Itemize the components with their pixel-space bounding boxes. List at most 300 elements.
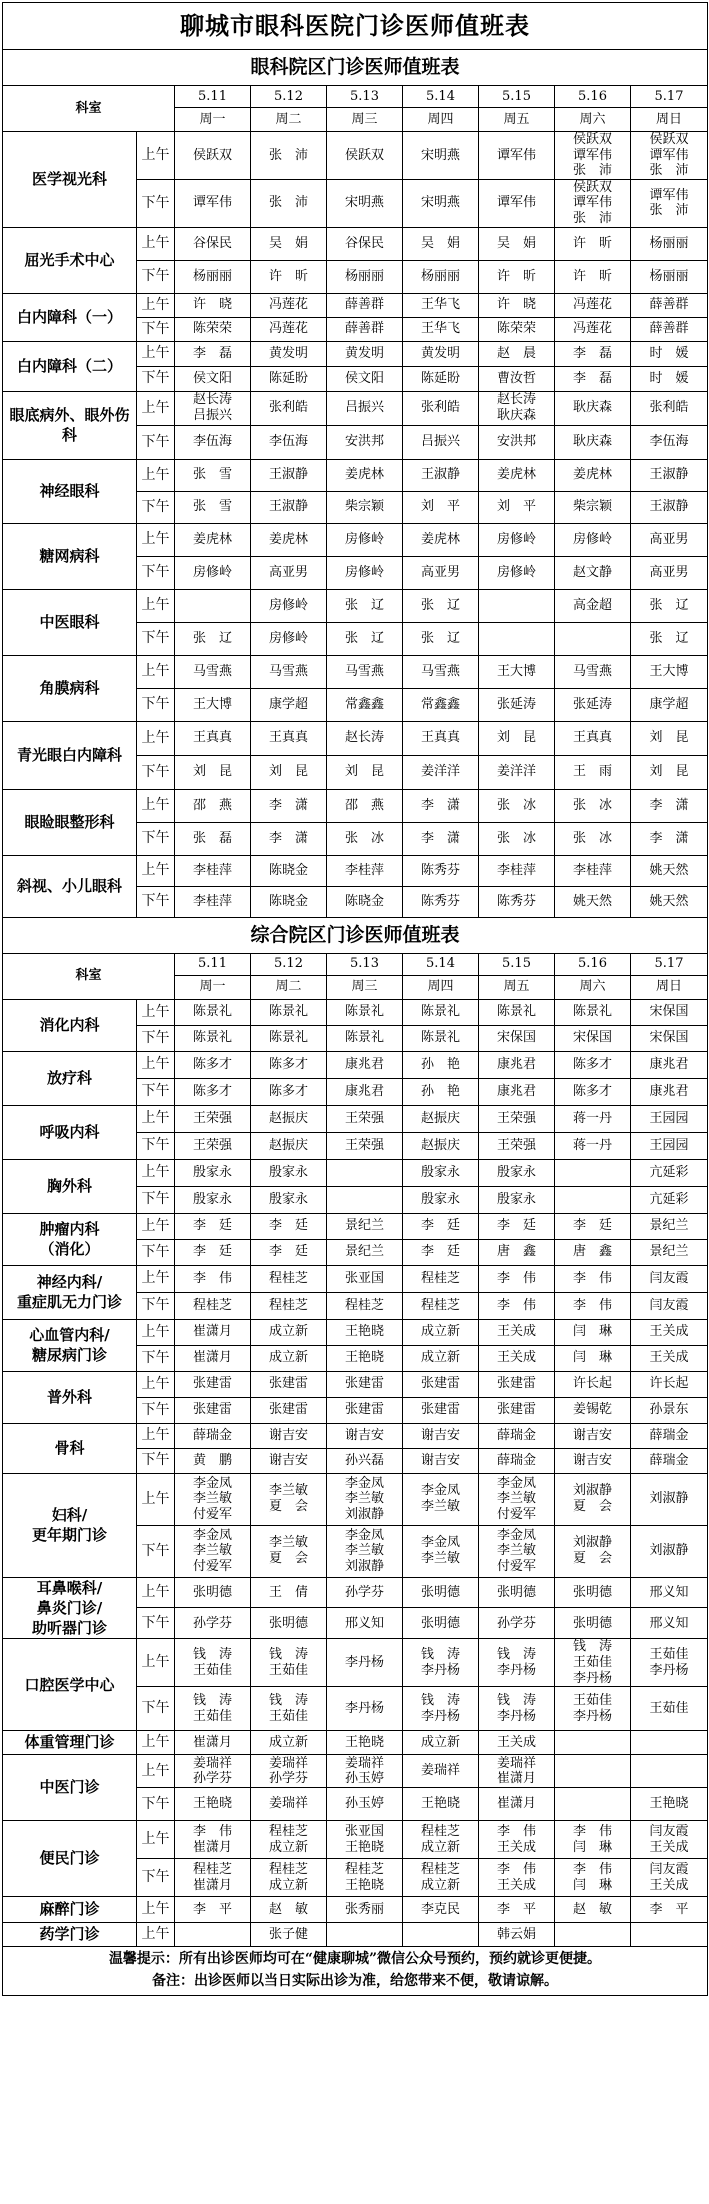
doctor-cell: 钱 涛 王茹佳 [175,1687,251,1731]
doctor-cell: 姜虎林 [479,459,555,491]
doctor-cell: 李桂萍 [175,855,251,886]
doctor-cell: 张 冰 [479,822,555,855]
doctor-cell: 钱 涛 李丹杨 [403,1639,479,1687]
doctor-cell: 陈荣荣 [175,317,251,341]
doctor-cell: 李桂萍 [555,855,631,886]
time-slot: 上午 [137,391,175,425]
doctor-cell: 刘淑静 [631,1473,708,1525]
department-name: 斜视、小儿眼科 [3,855,137,917]
table-row [3,293,708,317]
doctor-cell: 侯跃双 谭军伟 张 沛 [555,179,631,227]
doctor-cell: 康兆君 [327,1078,403,1105]
doctor-cell: 冯莲花 [555,293,631,317]
weekday-header: 周五 [479,108,555,132]
doctor-cell: 谢吉安 [251,1423,327,1448]
doctor-cell: 张 雪 [175,491,251,523]
section-title: 综合院区门诊医师值班表 [3,917,708,953]
doctor-cell: 薛善群 [631,293,708,317]
doctor-cell: 亢延彩 [631,1186,708,1213]
doctor-cell: 姚天然 [631,886,708,917]
doctor-cell: 房修岭 [327,556,403,589]
doctor-cell: 王淑静 [631,459,708,491]
doctor-cell: 李 磊 [555,341,631,366]
time-slot: 下午 [137,688,175,721]
date-header: 5.17 [631,953,708,975]
time-slot: 下午 [137,1397,175,1423]
doctor-cell: 张 辽 [327,622,403,655]
doctor-cell: 耿庆森 [555,391,631,425]
doctor-cell: 李兰敏 夏 会 [251,1525,327,1577]
table-row [3,459,708,491]
doctor-cell: 李桂萍 [479,855,555,886]
weekday-header: 周一 [175,975,251,999]
time-slot: 下午 [137,1525,175,1577]
time-slot: 上午 [137,589,175,622]
doctor-cell: 李 廷 [251,1213,327,1239]
doctor-cell: 王真真 [555,721,631,755]
table-row [3,1755,708,1788]
doctor-cell: 许 昕 [251,260,327,293]
doctor-cell: 蒋一丹 [555,1132,631,1159]
doctor-cell: 王 雨 [555,755,631,789]
doctor-cell: 李 平 [479,1897,555,1923]
doctor-cell: 康兆君 [631,1051,708,1078]
doctor-cell: 李金凤 李兰敏 [403,1525,479,1577]
doctor-cell: 张 辽 [403,622,479,655]
doctor-cell: 张明德 [175,1577,251,1608]
doctor-cell: 许 昕 [555,227,631,260]
time-slot: 下午 [137,755,175,789]
doctor-cell: 崔潇月 [175,1345,251,1371]
table-row [3,1897,708,1923]
doctor-cell: 闫 琳 [555,1345,631,1371]
doctor-cell: 姜瑞祥 [403,1755,479,1788]
table-row [3,1371,708,1397]
doctor-cell: 谢吉安 [555,1423,631,1448]
doctor-cell: 杨丽丽 [631,260,708,293]
date-header: 5.11 [175,86,251,108]
time-slot: 上午 [137,1423,175,1448]
department-name: 放疗科 [3,1051,137,1105]
doctor-cell: 陈景礼 [175,1025,251,1051]
doctor-cell: 王淑静 [251,459,327,491]
doctor-cell: 景纪兰 [327,1239,403,1265]
doctor-cell: 邵 燕 [327,789,403,822]
weekday-header: 周四 [403,975,479,999]
doctor-cell: 许 晓 [479,293,555,317]
doctor-cell: 王真真 [403,721,479,755]
doctor-cell: 刘 昆 [175,755,251,789]
table-row [3,1319,708,1345]
doctor-cell: 王 倩 [251,1577,327,1608]
doctor-cell: 崔潇月 [175,1319,251,1345]
time-slot: 下午 [137,179,175,227]
doctor-cell: 李金凤 李兰敏 付爱军 [479,1473,555,1525]
department-name: 青光眼白内障科 [3,721,137,789]
doctor-cell: 王关成 [631,1319,708,1345]
doctor-cell: 刘 昆 [631,755,708,789]
doctor-cell: 姜洋洋 [479,755,555,789]
doctor-cell: 刘 昆 [327,755,403,789]
doctor-cell: 王艳晓 [327,1731,403,1755]
doctor-cell: 谭军伟 [479,132,555,180]
weekday-header: 周六 [555,108,631,132]
table-row [3,1923,708,1947]
doctor-cell: 王艳晓 [631,1788,708,1821]
time-slot: 上午 [137,1159,175,1186]
doctor-cell: 高亚男 [631,523,708,556]
doctor-cell: 高亚男 [403,556,479,589]
doctor-cell: 安洪邦 [479,425,555,459]
doctor-cell: 马雪燕 [327,655,403,688]
time-slot: 上午 [137,1639,175,1687]
doctor-cell: 赵振庆 [251,1132,327,1159]
doctor-cell [479,589,555,622]
doctor-cell: 杨丽丽 [327,260,403,293]
doctor-cell: 王大博 [479,655,555,688]
doctor-cell: 曹汝哲 [479,366,555,391]
doctor-cell: 王艳晓 [403,1788,479,1821]
doctor-cell: 程桂芝 成立新 [403,1859,479,1897]
doctor-cell: 谷保民 [327,227,403,260]
doctor-cell: 房修岭 [251,589,327,622]
doctor-cell: 张利皓 [631,391,708,425]
doctor-cell: 宋明燕 [403,132,479,180]
doctor-cell: 姜洋洋 [403,755,479,789]
doctor-cell: 康学超 [631,688,708,721]
doctor-cell: 陈景礼 [327,1025,403,1051]
time-slot: 下午 [137,1239,175,1265]
doctor-cell: 王关成 [631,1345,708,1371]
time-slot: 下午 [137,1687,175,1731]
doctor-cell: 钱 涛 李丹杨 [403,1687,479,1731]
doctor-cell: 陈景礼 [251,999,327,1025]
doctor-cell: 陈多才 [175,1078,251,1105]
date-header: 5.13 [327,953,403,975]
doctor-cell: 蒋一丹 [555,1105,631,1132]
doctor-cell: 唐 鑫 [479,1239,555,1265]
doctor-cell: 姜瑞祥 崔潇月 [479,1755,555,1788]
doctor-cell: 王关成 [479,1731,555,1755]
doctor-cell: 李 廷 [175,1239,251,1265]
doctor-cell: 孙兴磊 [327,1448,403,1473]
doctor-cell: 黄发明 [403,341,479,366]
doctor-cell: 成立新 [403,1731,479,1755]
doctor-cell: 赵长涛 耿庆森 [479,391,555,425]
doctor-cell: 李克民 [403,1897,479,1923]
doctor-cell [631,1923,708,1947]
weekday-header: 周一 [175,108,251,132]
section-title: 眼科院区门诊医师值班表 [3,50,708,86]
doctor-cell: 王荣强 [479,1105,555,1132]
doctor-cell: 姜瑞祥 孙学芬 [175,1755,251,1788]
doctor-cell: 张 辽 [327,589,403,622]
doctor-cell: 张明德 [403,1608,479,1639]
doctor-cell: 李 潇 [251,789,327,822]
table-row [3,1473,708,1525]
doctor-cell: 闫友霞 [631,1265,708,1292]
doctor-cell: 崔潇月 [479,1788,555,1821]
doctor-cell: 吴 娟 [251,227,327,260]
time-slot: 下午 [137,556,175,589]
doctor-cell: 陈晓金 [251,855,327,886]
doctor-cell: 程桂芝 [251,1265,327,1292]
doctor-cell: 常鑫鑫 [403,688,479,721]
doctor-cell: 张 沛 [251,179,327,227]
doctor-cell: 谭军伟 [479,179,555,227]
doctor-cell: 许 昕 [479,260,555,293]
doctor-cell: 黄发明 [251,341,327,366]
doctor-cell: 陈景礼 [175,999,251,1025]
time-slot: 上午 [137,1105,175,1132]
dept-column-header: 科室 [3,86,175,132]
doctor-cell: 李 廷 [555,1213,631,1239]
doctor-cell: 许 昕 [555,260,631,293]
doctor-cell: 李 潇 [251,822,327,855]
doctor-cell: 薛善群 [631,317,708,341]
department-name: 麻醉门诊 [3,1897,137,1923]
doctor-cell: 孙学芬 [479,1608,555,1639]
doctor-cell: 王真真 [251,721,327,755]
table-row [3,132,708,180]
doctor-cell: 马雪燕 [403,655,479,688]
time-slot: 上午 [137,132,175,180]
doctor-cell: 陈荣荣 [479,317,555,341]
doctor-cell: 刘淑静 [631,1525,708,1577]
doctor-cell: 吴 娟 [479,227,555,260]
date-header: 5.16 [555,86,631,108]
time-slot: 上午 [137,721,175,755]
weekday-header: 周五 [479,975,555,999]
doctor-cell: 张建雷 [251,1371,327,1397]
time-slot: 下午 [137,366,175,391]
doctor-cell: 张延涛 [479,688,555,721]
table-row [3,1265,708,1292]
date-header: 5.16 [555,953,631,975]
doctor-cell: 刘淑静 夏 会 [555,1525,631,1577]
doctor-cell: 王淑静 [403,459,479,491]
doctor-cell: 房修岭 [251,622,327,655]
doctor-cell: 康兆君 [631,1078,708,1105]
table-row [3,1051,708,1078]
doctor-cell: 宋保国 [631,999,708,1025]
doctor-cell: 姜虎林 [251,523,327,556]
doctor-cell: 杨丽丽 [631,227,708,260]
doctor-cell: 李兰敏 夏 会 [251,1473,327,1525]
time-slot: 下午 [137,1608,175,1639]
doctor-cell: 刘 平 [479,491,555,523]
doctor-cell: 张 辽 [175,622,251,655]
doctor-cell: 时 媛 [631,366,708,391]
time-slot: 下午 [137,1292,175,1319]
table-row [3,721,708,755]
doctor-cell: 刘 昆 [251,755,327,789]
doctor-cell [555,622,631,655]
date-header: 5.15 [479,953,555,975]
doctor-cell: 常鑫鑫 [327,688,403,721]
doctor-cell: 张 雪 [175,459,251,491]
table-row [3,1105,708,1132]
time-slot: 下午 [137,1025,175,1051]
time-slot: 上午 [137,227,175,260]
doctor-cell: 殷家永 [175,1159,251,1186]
doctor-cell: 姜虎林 [403,523,479,556]
doctor-cell: 李 潇 [631,822,708,855]
doctor-cell: 赵长涛 吕振兴 [175,391,251,425]
doctor-cell: 王荣强 [175,1105,251,1132]
doctor-cell [327,1159,403,1186]
doctor-cell: 王淑静 [251,491,327,523]
doctor-cell: 陈景礼 [403,1025,479,1051]
doctor-cell: 陈晓金 [327,886,403,917]
doctor-cell: 成立新 [403,1319,479,1345]
time-slot: 下午 [137,317,175,341]
doctor-cell: 李 伟 [479,1292,555,1319]
doctor-cell: 张 沛 [251,132,327,180]
doctor-cell: 姜锡乾 [555,1397,631,1423]
date-header: 5.14 [403,953,479,975]
doctor-cell [327,1923,403,1947]
time-slot: 下午 [137,1859,175,1897]
doctor-cell: 赵 敏 [555,1897,631,1923]
department-name: 骨科 [3,1423,137,1473]
doctor-cell: 冯莲花 [251,293,327,317]
doctor-cell: 景纪兰 [631,1239,708,1265]
doctor-cell: 姜瑞祥 孙玉婷 [327,1755,403,1788]
doctor-cell: 李桂萍 [175,886,251,917]
doctor-cell: 张利皓 [403,391,479,425]
doctor-cell: 李金凤 李兰敏 [403,1473,479,1525]
doctor-cell: 亢延彩 [631,1159,708,1186]
doctor-cell: 王园园 [631,1105,708,1132]
doctor-cell: 张 辽 [631,622,708,655]
doctor-cell: 李 伟 [555,1292,631,1319]
doctor-cell: 安洪邦 [327,425,403,459]
doctor-cell [555,1755,631,1788]
date-header: 5.12 [251,953,327,975]
doctor-cell: 康兆君 [327,1051,403,1078]
weekday-header: 周二 [251,975,327,999]
doctor-cell: 姜虎林 [555,459,631,491]
time-slot: 下午 [137,1448,175,1473]
doctor-cell: 姜瑞祥 孙学芬 [251,1755,327,1788]
doctor-cell: 耿庆森 [555,425,631,459]
doctor-cell: 张建雷 [479,1371,555,1397]
doctor-cell: 成立新 [403,1345,479,1371]
doctor-cell: 张亚国 王艳晓 [327,1821,403,1859]
doctor-cell: 李 潇 [403,789,479,822]
doctor-cell: 张 冰 [555,789,631,822]
doctor-cell: 张 冰 [479,789,555,822]
doctor-cell: 谢吉安 [403,1448,479,1473]
doctor-cell: 宋保国 [631,1025,708,1051]
table-row [3,589,708,622]
time-slot: 上午 [137,1577,175,1608]
doctor-cell: 薛善群 [327,317,403,341]
doctor-cell: 姚天然 [631,855,708,886]
doctor-cell: 钱 涛 李丹杨 [479,1687,555,1731]
doctor-cell: 吕振兴 [403,425,479,459]
department-name: 神经眼科 [3,459,137,523]
doctor-cell: 王艳晓 [327,1345,403,1371]
doctor-cell: 程桂芝 王艳晓 [327,1859,403,1897]
doctor-cell: 刘 昆 [631,721,708,755]
time-slot: 上午 [137,1319,175,1345]
doctor-cell: 薛善群 [327,293,403,317]
doctor-cell: 程桂芝 崔潇月 [175,1859,251,1897]
doctor-cell: 侯跃双 谭军伟 张 沛 [555,132,631,180]
doctor-cell: 陈多才 [555,1078,631,1105]
table-row [3,1639,708,1687]
doctor-cell: 李 伟 王关成 [479,1821,555,1859]
doctor-cell [403,1923,479,1947]
doctor-cell: 高金超 [555,589,631,622]
doctor-cell: 王真真 [175,721,251,755]
date-header: 5.12 [251,86,327,108]
doctor-cell: 钱 涛 王茹佳 [175,1639,251,1687]
doctor-cell: 李 伟 闫 琳 [555,1821,631,1859]
doctor-cell: 陈景礼 [251,1025,327,1051]
doctor-cell: 姜虎林 [175,523,251,556]
doctor-cell: 张建雷 [175,1371,251,1397]
doctor-cell: 张明德 [555,1577,631,1608]
table-row [3,523,708,556]
doctor-cell: 谭军伟 张 沛 [631,179,708,227]
table-row [3,999,708,1025]
doctor-cell: 邢义知 [631,1577,708,1608]
time-slot: 下午 [137,822,175,855]
department-name: 耳鼻喉科/ 鼻炎门诊/ 助听器门诊 [3,1577,137,1639]
doctor-cell: 康兆君 [479,1051,555,1078]
doctor-cell: 赵文静 [555,556,631,589]
doctor-cell: 赵 晨 [479,341,555,366]
doctor-cell: 张 冰 [555,822,631,855]
doctor-cell: 张 冰 [327,822,403,855]
department-name: 眼底病外、眼外伤科 [3,391,137,459]
doctor-cell: 李 伟 崔潇月 [175,1821,251,1859]
doctor-cell: 王华飞 [403,317,479,341]
doctor-cell: 房修岭 [175,556,251,589]
doctor-cell: 孙 艳 [403,1051,479,1078]
doctor-cell: 康兆君 [479,1078,555,1105]
doctor-cell [555,1923,631,1947]
department-name: 中医门诊 [3,1755,137,1821]
schedule-table [2,2,708,1996]
doctor-cell: 张明德 [479,1577,555,1608]
doctor-cell [479,622,555,655]
doctor-cell: 宋保国 [479,1025,555,1051]
time-slot: 上午 [137,1821,175,1859]
doctor-cell: 侯跃双 [175,132,251,180]
time-slot: 上午 [137,1213,175,1239]
date-header: 5.15 [479,86,555,108]
doctor-cell: 邢义知 [327,1608,403,1639]
time-slot: 下午 [137,1345,175,1371]
time-slot: 上午 [137,459,175,491]
time-slot: 上午 [137,1731,175,1755]
department-name: 妇科/ 更年期门诊 [3,1473,137,1577]
doctor-cell: 闫友霞 王关成 [631,1821,708,1859]
date-header: 5.11 [175,953,251,975]
doctor-cell: 钱 涛 王茹佳 [251,1687,327,1731]
time-slot: 上午 [137,341,175,366]
doctor-cell: 刘 平 [403,491,479,523]
department-name: 角膜病科 [3,655,137,721]
doctor-cell: 许 晓 [175,293,251,317]
doctor-cell [631,1731,708,1755]
doctor-cell: 张建雷 [403,1397,479,1423]
doctor-cell: 李 潇 [631,789,708,822]
